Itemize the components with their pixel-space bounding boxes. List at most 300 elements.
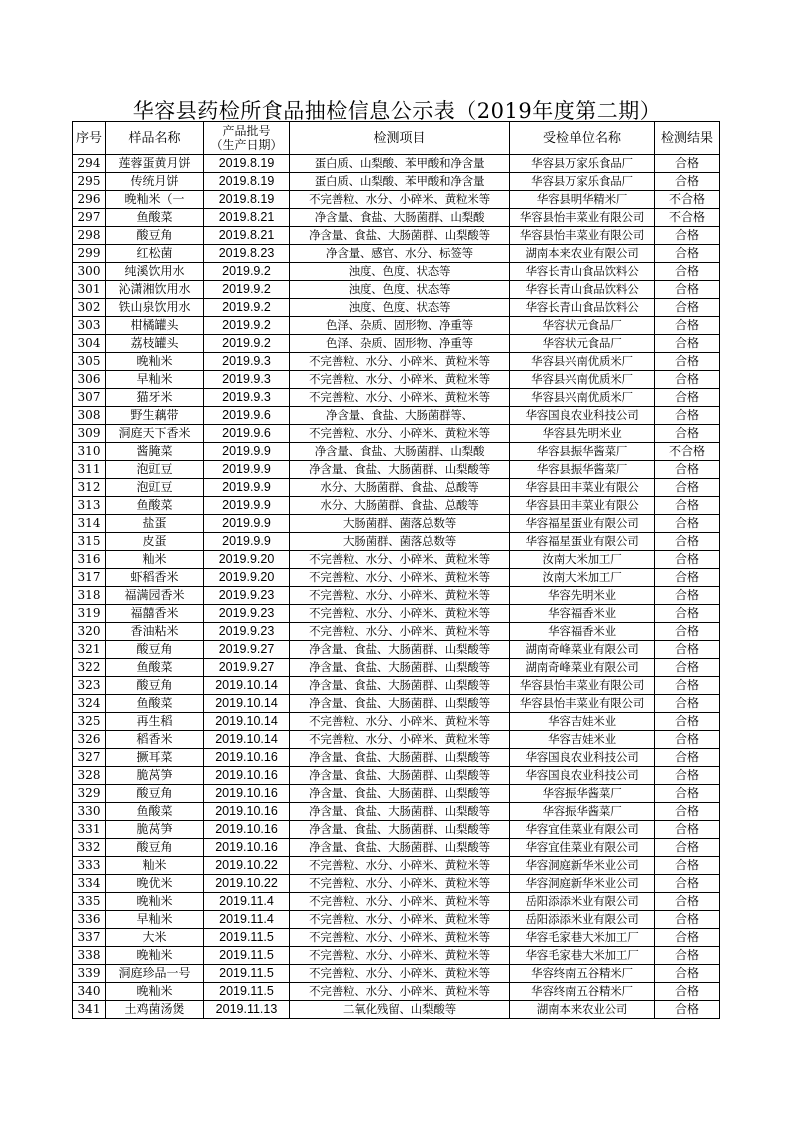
cell-inspected-unit: 华容洞庭新华米业公司 (510, 857, 655, 875)
cell-test-items: 色泽、杂质、固形物、净重等 (290, 317, 510, 335)
table-row (73, 785, 720, 803)
cell-batch-date: 2019.9.9 (204, 461, 290, 479)
cell-sample-name: 稻香米 (106, 731, 204, 749)
table-row (73, 1001, 720, 1019)
cell-result: 合格 (655, 497, 720, 515)
cell-test-items: 净含量、食盐、大肠菌群、山梨酸 (290, 209, 510, 227)
cell-inspected-unit: 湖南奇峰菜业有限公司 (510, 641, 655, 659)
cell-sample-name: 晚籼米 (106, 983, 204, 1001)
cell-batch-date: 2019.9.3 (204, 389, 290, 407)
cell-result: 合格 (655, 281, 720, 299)
cell-result: 合格 (655, 551, 720, 569)
cell-batch-date: 2019.9.6 (204, 407, 290, 425)
table-body (73, 155, 720, 1019)
cell-inspected-unit: 湖南奇峰菜业有限公司 (510, 659, 655, 677)
cell-result: 合格 (655, 929, 720, 947)
cell-inspected-unit: 华容国良农业科技公司 (510, 749, 655, 767)
cell-batch-date: 2019.9.3 (204, 371, 290, 389)
cell-result: 合格 (655, 767, 720, 785)
header-inspected-unit: 受检单位名称 (510, 122, 655, 155)
cell-result: 合格 (655, 857, 720, 875)
cell-test-items: 净含量、食盐、大肠菌群、山梨酸等 (290, 227, 510, 245)
table-row (73, 587, 720, 605)
cell-seq: 314 (73, 515, 106, 533)
header-batch (204, 122, 290, 155)
cell-result: 合格 (655, 821, 720, 839)
cell-sample-name: 鱼酸菜 (106, 803, 204, 821)
cell-inspected-unit: 华容状元食品厂 (510, 335, 655, 353)
header-sample-name: 样品名称 (106, 122, 204, 155)
cell-batch-date: 2019.9.9 (204, 515, 290, 533)
cell-test-items: 不完善粒、水分、小碎米、黄粒米等 (290, 929, 510, 947)
cell-seq: 324 (73, 695, 106, 713)
cell-sample-name: 早籼米 (106, 911, 204, 929)
cell-sample-name: 传统月饼 (106, 173, 204, 191)
cell-batch-date: 2019.11.5 (204, 983, 290, 1001)
cell-result: 合格 (655, 515, 720, 533)
cell-inspected-unit: 华容县明华精米厂 (510, 191, 655, 209)
cell-batch-date: 2019.10.22 (204, 857, 290, 875)
cell-seq: 303 (73, 317, 106, 335)
cell-inspected-unit: 华容福香米业 (510, 623, 655, 641)
cell-test-items: 色泽、杂质、固形物、净重等 (290, 335, 510, 353)
cell-inspected-unit: 华容县振华酱菜厂 (510, 461, 655, 479)
table-row (73, 299, 720, 317)
cell-inspected-unit: 华容县万家乐食品厂 (510, 173, 655, 191)
table-row (73, 479, 720, 497)
cell-test-items: 不完善粒、水分、小碎米、黄粒米等 (290, 425, 510, 443)
cell-batch-date: 2019.11.4 (204, 893, 290, 911)
cell-seq: 331 (73, 821, 106, 839)
cell-seq: 298 (73, 227, 106, 245)
cell-sample-name: 酸豆角 (106, 641, 204, 659)
cell-inspected-unit: 华容吉娃米业 (510, 731, 655, 749)
table-row (73, 893, 720, 911)
cell-sample-name: 晚籼米（一 (106, 191, 204, 209)
cell-test-items: 大肠菌群、菌落总数等 (290, 515, 510, 533)
cell-seq: 320 (73, 623, 106, 641)
cell-sample-name: 福满园香米 (106, 587, 204, 605)
cell-batch-date: 2019.9.20 (204, 551, 290, 569)
cell-sample-name: 晚籼米 (106, 353, 204, 371)
header-seq: 序号 (73, 122, 106, 155)
cell-test-items: 净含量、食盐、大肠菌群、山梨酸等 (290, 839, 510, 857)
cell-seq: 337 (73, 929, 106, 947)
cell-test-items: 不完善粒、水分、小碎米、黄粒米等 (290, 623, 510, 641)
table-row (73, 695, 720, 713)
table-row (73, 173, 720, 191)
cell-batch-date: 2019.9.23 (204, 587, 290, 605)
cell-inspected-unit: 汝南大米加工厂 (510, 551, 655, 569)
cell-test-items: 净含量、感官、水分、标签等 (290, 245, 510, 263)
cell-inspected-unit: 华容先明米业 (510, 587, 655, 605)
cell-seq: 327 (73, 749, 106, 767)
cell-seq: 302 (73, 299, 106, 317)
cell-test-items: 净含量、食盐、大肠菌群、山梨酸等 (290, 767, 510, 785)
cell-result: 合格 (655, 155, 720, 173)
cell-test-items: 净含量、食盐、大肠菌群、山梨酸 (290, 443, 510, 461)
cell-sample-name: 晚籼米 (106, 947, 204, 965)
table-row (73, 875, 720, 893)
cell-result: 合格 (655, 299, 720, 317)
cell-inspected-unit: 华容长青山食品饮料公 (510, 263, 655, 281)
cell-result: 合格 (655, 587, 720, 605)
cell-test-items: 净含量、食盐、大肠菌群、山梨酸等 (290, 803, 510, 821)
cell-seq: 321 (73, 641, 106, 659)
table-row (73, 407, 720, 425)
cell-sample-name: 晚籼米 (106, 893, 204, 911)
cell-batch-date: 2019.9.9 (204, 533, 290, 551)
cell-inspected-unit: 华容振华酱菜厂 (510, 803, 655, 821)
cell-result: 合格 (655, 839, 720, 857)
cell-seq: 296 (73, 191, 106, 209)
cell-result: 合格 (655, 659, 720, 677)
table-row (73, 965, 720, 983)
cell-result: 合格 (655, 335, 720, 353)
cell-test-items: 不完善粒、水分、小碎米、黄粒米等 (290, 857, 510, 875)
cell-seq: 301 (73, 281, 106, 299)
table-row (73, 983, 720, 1001)
cell-test-items: 不完善粒、水分、小碎米、黄粒米等 (290, 965, 510, 983)
cell-result: 不合格 (655, 443, 720, 461)
cell-inspected-unit: 华容国良农业科技公司 (510, 767, 655, 785)
cell-inspected-unit: 汝南大米加工厂 (510, 569, 655, 587)
cell-seq: 316 (73, 551, 106, 569)
cell-test-items: 不完善粒、水分、小碎米、黄粒米等 (290, 551, 510, 569)
table-row (73, 461, 720, 479)
cell-seq: 294 (73, 155, 106, 173)
cell-batch-date: 2019.9.2 (204, 263, 290, 281)
cell-sample-name: 纯溪饮用水 (106, 263, 204, 281)
cell-result: 合格 (655, 803, 720, 821)
cell-sample-name: 酸豆角 (106, 785, 204, 803)
table-row (73, 659, 720, 677)
table-row (73, 623, 720, 641)
cell-inspected-unit: 华容县先明米业 (510, 425, 655, 443)
table-row (73, 641, 720, 659)
cell-seq: 312 (73, 479, 106, 497)
cell-seq: 315 (73, 533, 106, 551)
cell-seq: 295 (73, 173, 106, 191)
cell-batch-date: 2019.9.2 (204, 281, 290, 299)
cell-inspected-unit: 华容县怡丰菜业有限公司 (510, 695, 655, 713)
cell-seq: 340 (73, 983, 106, 1001)
cell-batch-date: 2019.10.22 (204, 875, 290, 893)
cell-inspected-unit: 华容县怡丰菜业有限公司 (510, 227, 655, 245)
cell-batch-date: 2019.9.20 (204, 569, 290, 587)
cell-batch-date: 2019.10.14 (204, 677, 290, 695)
cell-sample-name: 酸豆角 (106, 677, 204, 695)
cell-inspected-unit: 华容县怡丰菜业有限公司 (510, 209, 655, 227)
cell-seq: 308 (73, 407, 106, 425)
cell-test-items: 浊度、色度、状态等 (290, 281, 510, 299)
cell-test-items: 净含量、食盐、大肠菌群、山梨酸等 (290, 641, 510, 659)
cell-seq: 309 (73, 425, 106, 443)
cell-test-items: 不完善粒、水分、小碎米、黄粒米等 (290, 587, 510, 605)
page-title: 华容县药检所食品抽检信息公示表（2019年度第二期） (132, 99, 662, 123)
cell-result: 合格 (655, 407, 720, 425)
cell-test-items: 不完善粒、水分、小碎米、黄粒米等 (290, 911, 510, 929)
table-row (73, 191, 720, 209)
cell-inspected-unit: 华容县兴南优质米厂 (510, 371, 655, 389)
cell-sample-name: 土鸡菌汤煲 (106, 1001, 204, 1019)
cell-test-items: 净含量、食盐、大肠菌群等、 (290, 407, 510, 425)
table-row (73, 767, 720, 785)
cell-sample-name: 酸豆角 (106, 227, 204, 245)
table-row (73, 677, 720, 695)
cell-seq: 326 (73, 731, 106, 749)
cell-sample-name: 柑橘罐头 (106, 317, 204, 335)
cell-result: 合格 (655, 785, 720, 803)
cell-inspected-unit: 华容长青山食品饮料公 (510, 281, 655, 299)
cell-result: 合格 (655, 893, 720, 911)
cell-inspected-unit: 岳阳添添米业有限公司 (510, 893, 655, 911)
cell-test-items: 净含量、食盐、大肠菌群、山梨酸等 (290, 695, 510, 713)
cell-inspected-unit: 华容县怡丰菜业有限公司 (510, 677, 655, 695)
cell-result: 合格 (655, 677, 720, 695)
table-row (73, 911, 720, 929)
cell-inspected-unit: 华容毛家巷大米加工厂 (510, 929, 655, 947)
cell-batch-date: 2019.8.23 (204, 245, 290, 263)
cell-test-items: 净含量、食盐、大肠菌群、山梨酸等 (290, 461, 510, 479)
cell-result: 合格 (655, 947, 720, 965)
cell-seq: 297 (73, 209, 106, 227)
cell-sample-name: 泡豇豆 (106, 479, 204, 497)
cell-inspected-unit: 湖南本来农业公司 (510, 1001, 655, 1019)
table-row (73, 425, 720, 443)
cell-test-items: 净含量、食盐、大肠菌群、山梨酸等 (290, 749, 510, 767)
cell-test-items: 二氧化残留、山梨酸等 (290, 1001, 510, 1019)
table-row (73, 263, 720, 281)
cell-sample-name: 香油粘米 (106, 623, 204, 641)
cell-result: 合格 (655, 569, 720, 587)
cell-inspected-unit: 华容振华酱菜厂 (510, 785, 655, 803)
table-row (73, 155, 720, 173)
cell-sample-name: 红松菌 (106, 245, 204, 263)
cell-test-items: 不完善粒、水分、小碎米、黄粒米等 (290, 191, 510, 209)
cell-batch-date: 2019.11.5 (204, 965, 290, 983)
cell-test-items: 大肠菌群、菌落总数等 (290, 533, 510, 551)
cell-sample-name: 泡豇豆 (106, 461, 204, 479)
cell-result: 合格 (655, 911, 720, 929)
cell-sample-name: 鱼酸菜 (106, 659, 204, 677)
cell-batch-date: 2019.9.27 (204, 641, 290, 659)
cell-result: 合格 (655, 749, 720, 767)
cell-seq: 305 (73, 353, 106, 371)
cell-seq: 332 (73, 839, 106, 857)
table-header-row (73, 122, 720, 155)
cell-result: 不合格 (655, 209, 720, 227)
table-row (73, 731, 720, 749)
cell-sample-name: 虾稻香米 (106, 569, 204, 587)
cell-seq: 325 (73, 713, 106, 731)
cell-inspected-unit: 华容县振华酱菜厂 (510, 443, 655, 461)
cell-sample-name: 鱼酸菜 (106, 209, 204, 227)
cell-result: 合格 (655, 965, 720, 983)
table-row (73, 515, 720, 533)
cell-test-items: 不完善粒、水分、小碎米、黄粒米等 (290, 569, 510, 587)
cell-batch-date: 2019.8.21 (204, 209, 290, 227)
cell-sample-name: 沁潇湘饮用水 (106, 281, 204, 299)
header-result: 检测结果 (655, 122, 720, 155)
table-row (73, 227, 720, 245)
cell-batch-date: 2019.9.2 (204, 335, 290, 353)
cell-sample-name: 籼米 (106, 551, 204, 569)
cell-result: 合格 (655, 875, 720, 893)
cell-batch-date: 2019.10.14 (204, 713, 290, 731)
cell-sample-name: 洞庭珍品一号 (106, 965, 204, 983)
cell-seq: 318 (73, 587, 106, 605)
cell-batch-date: 2019.8.19 (204, 173, 290, 191)
cell-result: 合格 (655, 731, 720, 749)
header-batch-line1: 产品批号 (222, 124, 271, 138)
table-row (73, 209, 720, 227)
table-row (73, 947, 720, 965)
cell-batch-date: 2019.11.5 (204, 929, 290, 947)
cell-seq: 341 (73, 1001, 106, 1019)
cell-result: 合格 (655, 641, 720, 659)
cell-seq: 319 (73, 605, 106, 623)
cell-result: 合格 (655, 983, 720, 1001)
cell-batch-date: 2019.8.19 (204, 191, 290, 209)
cell-batch-date: 2019.9.9 (204, 443, 290, 461)
cell-sample-name: 荔枝罐头 (106, 335, 204, 353)
table-row (73, 317, 720, 335)
cell-test-items: 不完善粒、水分、小碎米、黄粒米等 (290, 371, 510, 389)
table-row (73, 569, 720, 587)
cell-inspected-unit: 华容宜佳菜业有限公司 (510, 839, 655, 857)
cell-result: 合格 (655, 263, 720, 281)
cell-seq: 304 (73, 335, 106, 353)
table-row (73, 803, 720, 821)
cell-inspected-unit: 华容福星蛋业有限公司 (510, 533, 655, 551)
cell-test-items: 水分、大肠菌群、食盐、总酸等 (290, 479, 510, 497)
cell-inspected-unit: 华容县田丰菜业有限公 (510, 497, 655, 515)
cell-result: 合格 (655, 461, 720, 479)
cell-seq: 333 (73, 857, 106, 875)
cell-test-items: 水分、大肠菌群、食盐、总酸等 (290, 497, 510, 515)
cell-test-items: 不完善粒、水分、小碎米、黄粒米等 (290, 605, 510, 623)
cell-sample-name: 酱腌菜 (106, 443, 204, 461)
cell-inspected-unit: 华容终南五谷精米厂 (510, 965, 655, 983)
cell-inspected-unit: 华容县兴南优质米厂 (510, 353, 655, 371)
table-row (73, 353, 720, 371)
cell-batch-date: 2019.10.16 (204, 839, 290, 857)
cell-batch-date: 2019.10.14 (204, 731, 290, 749)
cell-test-items: 不完善粒、水分、小碎米、黄粒米等 (290, 731, 510, 749)
cell-result: 合格 (655, 605, 720, 623)
cell-batch-date: 2019.9.6 (204, 425, 290, 443)
table-row (73, 245, 720, 263)
table-row (73, 857, 720, 875)
cell-result: 合格 (655, 389, 720, 407)
cell-seq: 317 (73, 569, 106, 587)
cell-seq: 339 (73, 965, 106, 983)
cell-result: 合格 (655, 227, 720, 245)
cell-sample-name: 早籼米 (106, 371, 204, 389)
cell-seq: 307 (73, 389, 106, 407)
cell-sample-name: 铁山泉饮用水 (106, 299, 204, 317)
cell-inspected-unit: 华容宜佳菜业有限公司 (510, 821, 655, 839)
cell-seq: 306 (73, 371, 106, 389)
cell-test-items: 不完善粒、水分、小碎米、黄粒米等 (290, 875, 510, 893)
cell-batch-date: 2019.8.19 (204, 155, 290, 173)
cell-seq: 313 (73, 497, 106, 515)
cell-result: 合格 (655, 479, 720, 497)
cell-seq: 300 (73, 263, 106, 281)
cell-test-items: 浊度、色度、状态等 (290, 299, 510, 317)
cell-inspected-unit: 华容终南五谷精米厂 (510, 983, 655, 1001)
cell-sample-name: 皮蛋 (106, 533, 204, 551)
cell-result: 合格 (655, 317, 720, 335)
cell-result: 合格 (655, 245, 720, 263)
cell-sample-name: 洞庭天下香米 (106, 425, 204, 443)
cell-batch-date: 2019.10.16 (204, 749, 290, 767)
cell-inspected-unit: 华容县兴南优质米厂 (510, 389, 655, 407)
cell-test-items: 蛋白质、山梨酸、苯甲酸和净含量 (290, 173, 510, 191)
cell-test-items: 浊度、色度、状态等 (290, 263, 510, 281)
cell-test-items: 不完善粒、水分、小碎米、黄粒米等 (290, 947, 510, 965)
cell-seq: 311 (73, 461, 106, 479)
cell-test-items: 不完善粒、水分、小碎米、黄粒米等 (290, 893, 510, 911)
header-batch-line2: （生产日期） (210, 138, 283, 152)
cell-batch-date: 2019.9.27 (204, 659, 290, 677)
cell-batch-date: 2019.10.16 (204, 803, 290, 821)
cell-result: 不合格 (655, 191, 720, 209)
cell-test-items: 净含量、食盐、大肠菌群、山梨酸等 (290, 821, 510, 839)
table-row (73, 281, 720, 299)
cell-test-items: 净含量、食盐、大肠菌群、山梨酸等 (290, 677, 510, 695)
table-row (73, 929, 720, 947)
cell-result: 合格 (655, 623, 720, 641)
cell-sample-name: 再生稻 (106, 713, 204, 731)
cell-sample-name: 籼米 (106, 857, 204, 875)
cell-batch-date: 2019.9.9 (204, 497, 290, 515)
cell-sample-name: 鱼酸菜 (106, 497, 204, 515)
cell-sample-name: 撅耳菜 (106, 749, 204, 767)
cell-batch-date: 2019.9.23 (204, 623, 290, 641)
cell-result: 合格 (655, 533, 720, 551)
cell-batch-date: 2019.9.2 (204, 299, 290, 317)
table-row (73, 335, 720, 353)
cell-inspected-unit: 华容福星蛋业有限公司 (510, 515, 655, 533)
cell-result: 合格 (655, 425, 720, 443)
cell-result: 合格 (655, 1001, 720, 1019)
cell-seq: 334 (73, 875, 106, 893)
cell-seq: 322 (73, 659, 106, 677)
cell-result: 合格 (655, 695, 720, 713)
cell-batch-date: 2019.10.16 (204, 821, 290, 839)
cell-inspected-unit: 华容长青山食品饮料公 (510, 299, 655, 317)
cell-seq: 310 (73, 443, 106, 461)
cell-batch-date: 2019.9.23 (204, 605, 290, 623)
cell-result: 合格 (655, 713, 720, 731)
cell-batch-date: 2019.9.2 (204, 317, 290, 335)
cell-batch-date: 2019.10.14 (204, 695, 290, 713)
cell-sample-name: 晚优米 (106, 875, 204, 893)
cell-test-items: 净含量、食盐、大肠菌群、山梨酸等 (290, 785, 510, 803)
cell-batch-date: 2019.9.3 (204, 353, 290, 371)
cell-seq: 330 (73, 803, 106, 821)
cell-seq: 336 (73, 911, 106, 929)
cell-sample-name: 大米 (106, 929, 204, 947)
cell-seq: 338 (73, 947, 106, 965)
cell-inspected-unit: 华容吉娃米业 (510, 713, 655, 731)
cell-seq: 328 (73, 767, 106, 785)
cell-batch-date: 2019.9.9 (204, 479, 290, 497)
cell-batch-date: 2019.10.16 (204, 785, 290, 803)
inspection-table (72, 121, 720, 1019)
